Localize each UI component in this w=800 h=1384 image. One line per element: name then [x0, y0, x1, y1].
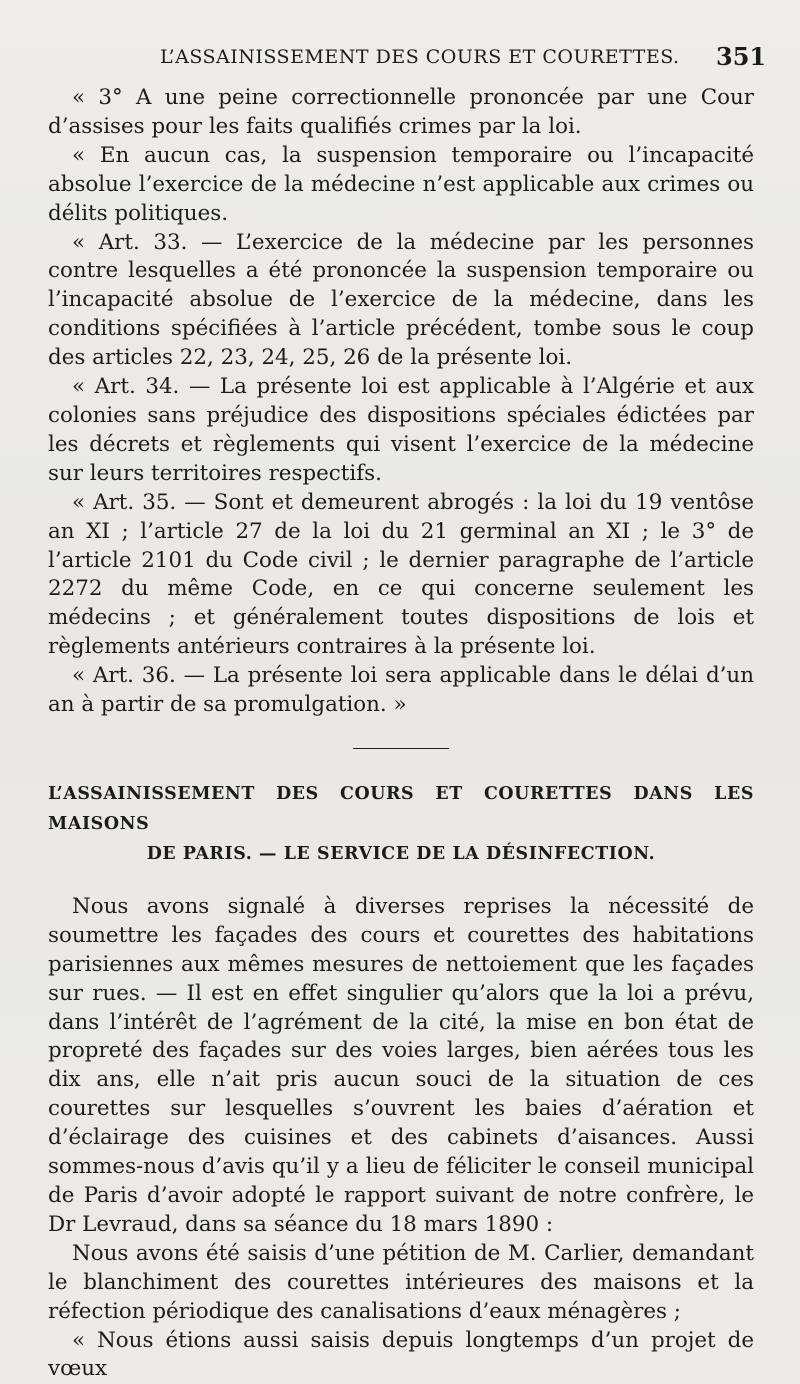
paragraph: Nous avons été saisis d’une pétition de M. Carlier, demandant le blanchiment des courettes intérieures des maisons et la réfection périodique des canalisations d’eaux ménagères ; — [48, 1240, 754, 1324]
paragraph: « 3° A une peine correctionnelle prononcée par une Cour d’assises pour les faits qualifiés crimes par la loi. — [48, 85, 754, 139]
spacer — [48, 869, 754, 893]
running-title: L’ASSAINISSEMENT DES COURS ET COURETTES. — [160, 46, 680, 68]
section-title-line: L’ASSAINISSEMENT DES COURS ET COURETTES DANS LES MAISONS — [48, 783, 754, 834]
section-title — [48, 779, 754, 869]
page-number: 351 — [716, 42, 767, 71]
paragraph: « Nous étions aussi saisis depuis longtemps d’un projet de vœux — [48, 1327, 754, 1382]
paragraph: « Art. 34. — La présente loi est applicable à l’Algérie et aux colonies sans préjudice des dispositions spéciales édictées par les décrets et règlements qui visent l’exercice de la médecine sur leurs territoires respectifs. — [48, 374, 754, 486]
section-title-line: DE PARIS. — LE SERVICE DE LA DÉSINFECTION. — [146, 843, 656, 864]
paragraph: « En aucun cas, la suspension temporaire ou l’incapacité absolue l’exercice de la médecine n’est applicable aux crimes ou délits politiques. — [48, 142, 754, 226]
paragraph: « Art. 33. — L’exercice de la médecine par les personnes contre lesquelles a été prononcée la suspension temporaire ou l’incapacité absolue de l’exercice de la médecine, dans les conditions spécifiées à l’article précédent, tombe sous le coup des articles 22, 23, 24, 25, 26 de la présente loi. — [48, 229, 754, 371]
paragraph: « Art. 35. — Sont et demeurent abrogés : la loi du 19 ventôse an XI ; l’article 27 de la loi du 21 germinal an XI ; le 3° de l’article 2101 du Code civil ; le dernier paragraphe de l’article 2272 du même Code, en ce qui concerne seulement les médecins ; et généralement toutes dispositions de lois et règlements antérieurs contraires à la présente loi. — [48, 489, 754, 660]
section-divider — [353, 748, 449, 749]
paragraph: « Art. 36. — La présente loi sera applicable dans le délai d’un an à partir de sa promulgation. » — [48, 663, 754, 718]
page-header — [0, 38, 800, 78]
page-body — [48, 84, 754, 1384]
paragraph: Nous avons signalé à diverses reprises la nécessité de soumettre les façades des cours et courettes des habitations parisiennes aux mêmes mesures de nettoiement que les façades sur rues. — Il est en effet singulier qu’alors que la loi a prévu, dans l’intérêt de l’agrément de la cité, la mise en bon état de propreté des façades sur des voies larges, bien aérées tous les dix ans, elle n’ait pris aucun souci de la situation de ces courettes sur lesquelles s’ouvrent les baies d’aération et d’éclairage des cuisines et des cabinets d’aisances. Aussi sommes-nous d’avis qu’il y a lieu de féliciter le conseil municipal de Paris d’avoir adopté le rapport suivant de notre confrère, le Dr Levraud, dans sa séance du 18 mars 1890 : — [48, 893, 754, 1237]
